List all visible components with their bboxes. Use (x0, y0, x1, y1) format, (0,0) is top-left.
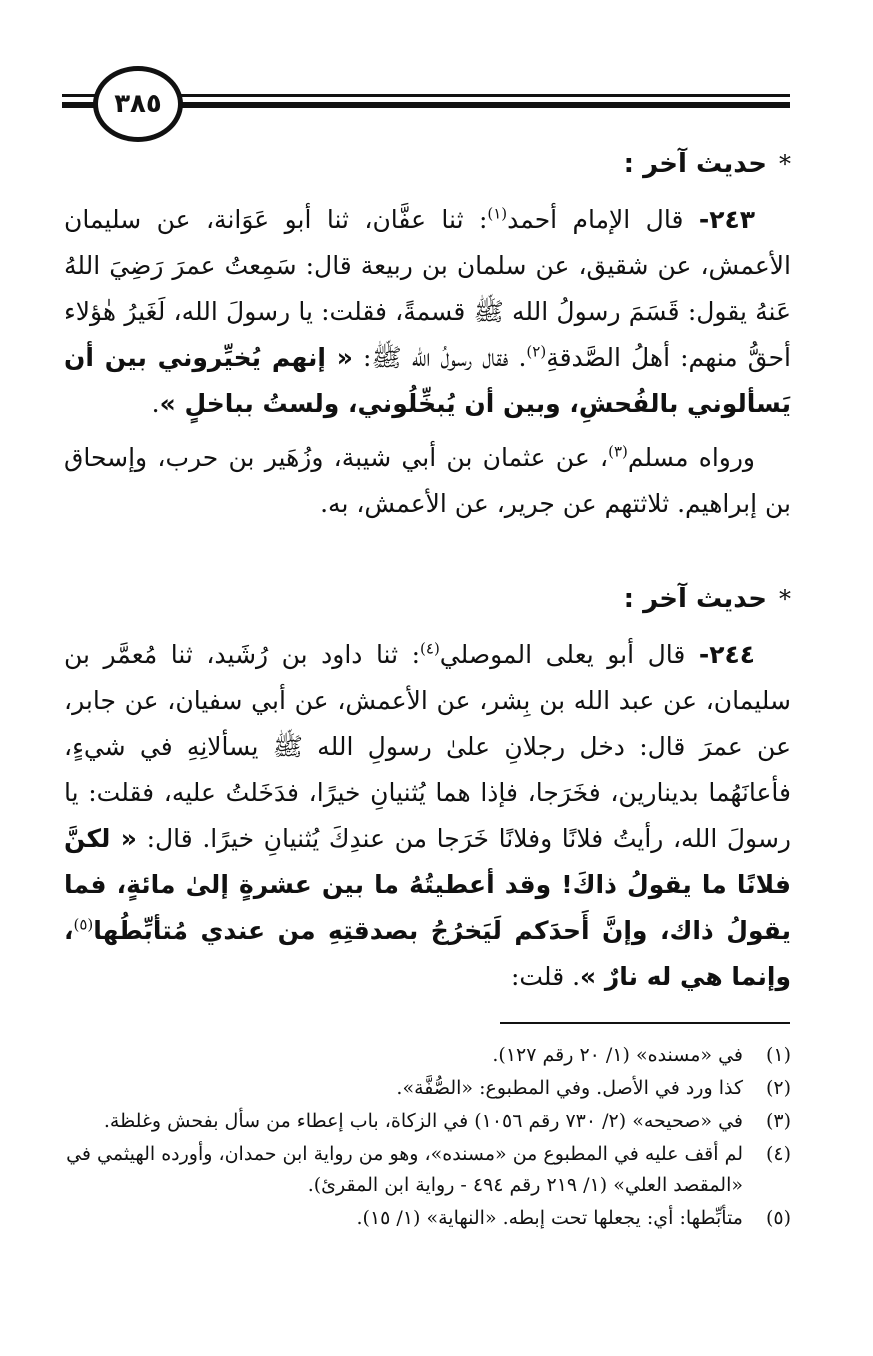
footnote-number: (٣) (765, 1110, 791, 1132)
section-heading (64, 576, 791, 622)
text-run: : ثنا داود بن رُشَيد، ثنا مُعمَّر بن سليمان، عن عبد الله بن بِشر، عن الأعمش، عن أبي سفيان، عن جابر، عن عمرَ قال: دخل رجلانِ علىٰ رسولِ الله ﷺ (64, 640, 791, 761)
footnote (64, 1040, 791, 1071)
footnote-text: متأبِّطها: أي: يجعلها تحت إبطه. «النهاية» (١/ ١٥). (356, 1207, 743, 1229)
footnote-text: لم أقف عليه في المطبوع من «مسنده»، وهو من رواية ابن حمدان، وأورده الهيثمي في «المقصد العلي» (١/ ٢١٩ رقم ٤٩٤ - رواية ابن المقرئ). (66, 1143, 743, 1196)
text-run: . (151, 389, 160, 418)
heading-text: حديث آخر : (623, 584, 767, 614)
text-run: ، عن عثمان بن أبي شيبة، وزُهَير بن حرب، وإسحاق بن إبراهيم. ثلاثتهم عن جرير، عن الأعمش، به. (64, 443, 791, 518)
section-243 (64, 141, 791, 527)
hadith-quote: « إنهم يُخيِّروني بين أن يَسألوني بالفُحشِ، وبين أن يُبخِّلُوني، ولستُ بباخلٍ » (64, 343, 791, 418)
footnote (64, 1106, 791, 1137)
section-heading (64, 141, 791, 187)
footnote-text: في «مسنده» (١/ ٢٠ رقم ١٢٧). (492, 1044, 743, 1066)
text-run: . فقال رسولُ الله ﷺ: (352, 343, 527, 372)
narration-paragraph (64, 435, 791, 527)
text-run: . قلت: (510, 962, 581, 991)
asterisk-icon: * (779, 150, 791, 178)
heading-text: حديث آخر : (623, 149, 767, 179)
footnote-number: (٥) (765, 1207, 791, 1229)
hadith-number: ٢٤٤- (698, 640, 756, 669)
hadith-number: ٢٤٣- (698, 205, 755, 234)
page-number: ٣٨٥ (93, 66, 183, 142)
footnote (64, 1139, 791, 1201)
hadith-paragraph (64, 197, 791, 427)
footnote-marker: (٤) (420, 639, 440, 658)
footnote-number: (١) (765, 1044, 791, 1066)
footnote-number: (٤) (765, 1143, 791, 1165)
footnote-text: في «صحيحه» (٢/ ٧٣٠ رقم ١٠٥٦) في الزكاة، باب إعطاء من سأل بفحش وغلظة. (103, 1110, 743, 1132)
text-run: ورواه مسلم (627, 443, 755, 472)
footnote-marker: (٣) (608, 442, 628, 461)
footnotes (64, 1040, 791, 1236)
section-244 (64, 576, 791, 1000)
text-run: : ثنا عفَّان، ثنا أبو عَوَانة، عن سليمان الأعمش، عن شقيق، عن سلمان بن ربيعة قال: سَمِعتُ عمرَ رَضِيَ اللهُ عَنهُ يقول: قَسَمَ رسولُ الله ﷺ قسمةً، فقلت: يا رسولَ الله، لَغَيرُ هٰؤلاء أحقُّ منهم: أهلُ الصَّدقةِ (64, 205, 791, 372)
text-run: قال أبو يعلى الموصلي (439, 640, 686, 669)
hadith-quote: « لكنَّ فلانًا ما يقولُ ذاكَ! وقد أعطيتُهُ ما بين عشرةٍ إلىٰ مائةٍ، فما يقولُ ذاك، وإنَّ أَحدَكم لَيَخرُجُ بصدقتِهِ من عندي مُتأبِّطُها (64, 824, 791, 945)
asterisk-icon: * (779, 585, 791, 613)
footnote-text: كذا ورد في الأصل. وفي المطبوع: «الصُّفَّة». (396, 1077, 743, 1099)
text-run: يسألانِهِ في شيءٍ، فأعانَهُما بدينارين، فخَرَجا، فإذا هما يُثنيانِ خيرًا، فدَخَلتُ عليه، فقلت: يا رسولَ الله، رأيتُ فلانًا وفلانًا خَرَجا من عندِكَ يُثنيانِ خيرًا. قال: (64, 732, 791, 853)
footnote-number: (٢) (765, 1077, 791, 1099)
footnote (64, 1203, 791, 1234)
hadith-quote-end: ، وإنما هي له نارٌ » (64, 916, 791, 991)
footnote-divider (500, 1022, 790, 1024)
footnote-marker: (١) (487, 204, 508, 223)
footnote-marker: (٢) (526, 342, 547, 361)
footnote (64, 1073, 791, 1104)
text-run: قال الإمام أحمد (507, 205, 684, 234)
footnote-marker: (٥) (73, 915, 94, 934)
hadith-paragraph (64, 632, 791, 1000)
